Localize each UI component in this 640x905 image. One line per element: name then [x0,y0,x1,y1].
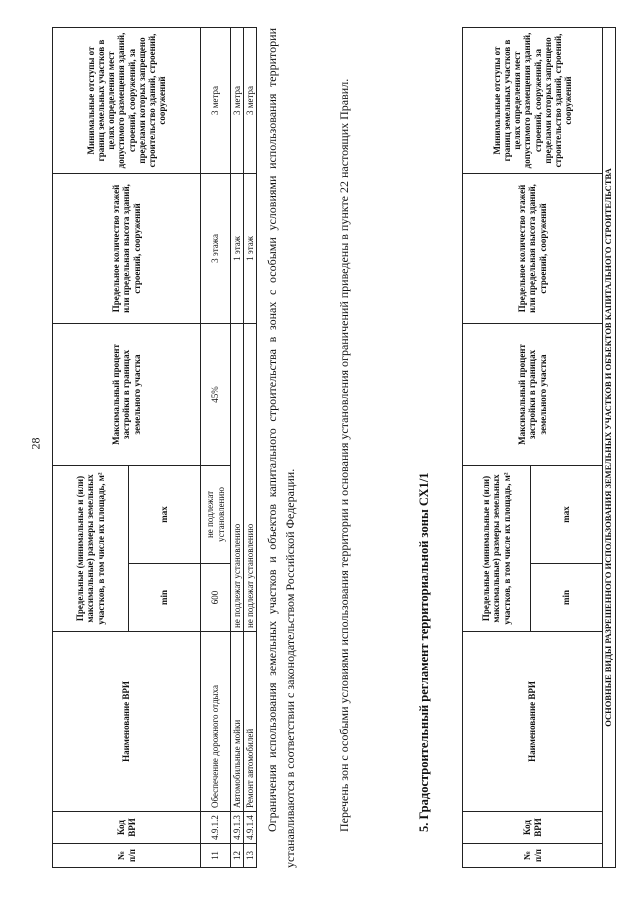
header-percent: Максимальный процент застройки в границах земельного участка [463,323,603,465]
row-setback: 3 метра [244,27,257,173]
page-number: 28 [28,437,43,450]
table-row [201,27,231,867]
row-name: Ремонт автомобилей [244,632,257,812]
row-min: 600 [201,564,231,632]
header-setback: Минимальные отступы от границ земельных участков в целях определения мест допустимого размещения зданий, строений, сооружений, за пределами которых запрещено строительство зданий, строений, сооружений [463,27,603,173]
header-min: min [129,564,201,632]
row-code: 4.9.1.2 [201,812,231,844]
row-floors: 3 этажа [201,173,231,323]
rotated-page-content [50,28,620,868]
row-code: 4.9.1.3 [231,812,244,844]
header-size: Предельные (минимальные и (или) максимальные) размеры земельных участков, в том числе их площадь, м² [463,465,531,631]
header-min: min [531,564,603,632]
row-setback: 3 метра [231,27,244,173]
row-size-merged: не подлежат установлению [231,323,244,631]
row-percent: 45% [201,323,231,465]
restrictions-paragraph: Ограничения использования земельных участков и объектов капитального строительства в зонах с особыми условиями использования территории устанавливаются в соответствии с законодательством Российской Федерации. [265,28,297,868]
header-code: Код ВРИ [463,812,603,844]
row-num: 13 [244,844,257,868]
header-max: max [531,465,603,563]
table-row [231,27,244,867]
row-name: Автомобильные мойки [231,632,244,812]
header-setback: Минимальные отступы от границ земельных участков в целях определения мест допустимого размещения зданий, строений, сооружений, за пределами которых запрещено строительство зданий, строений, сооружений [53,27,201,173]
regulation-table-sx1 [462,27,616,868]
header-floors: Предельное количество этажей или предельная высота зданий, строений, сооружений [463,173,603,323]
row-floors: 1 этаж [231,173,244,323]
row-setback: 3 метра [201,27,231,173]
table-row [244,27,257,867]
header-num: № п/п [53,844,201,868]
header-size: Предельные (минимальные и (или) максимальные) размеры земельных участков, в том числе их площадь, м² [53,465,129,631]
section-title: 5. Градостроительный регламент территориальной зоны СХ1/1 [417,472,431,832]
header-max: max [129,465,201,563]
section-row: ОСНОВНЫЕ ВИДЫ РАЗРЕШЕННОГО ИСПОЛЬЗОВАНИЯ ЗЕМЕЛЬНЫХ УЧАСТКОВ И ОБЪЕКТОВ КАПИТАЛЬНОГО СТРОИТЕЛЬСТВА [603,27,616,867]
header-num: № п/п [463,844,603,868]
row-name: Обеспечение дорожного отдыха [201,632,231,812]
zones-list-paragraph: Перечень зон с особыми условиями использования территории и основания установления ограничений приведены в пункте 22 настоящих Правил. [337,78,351,832]
row-size-merged: не подлежат установлению [244,323,257,631]
header-percent: Максимальный процент застройки в границах земельного участка [53,323,201,465]
header-name: Наименование ВРИ [53,632,201,812]
header-name: Наименование ВРИ [463,632,603,812]
header-code: Код ВРИ [53,812,201,844]
row-code: 4.9.1.4 [244,812,257,844]
row-num: 11 [201,844,231,868]
row-floors: 1 этаж [244,173,257,323]
regulation-table-continued [52,27,257,868]
row-max: не подлежат установлению [201,465,231,563]
row-num: 12 [231,844,244,868]
header-floors: Предельное количество этажей или предельная высота зданий, строений, сооружений [53,173,201,323]
